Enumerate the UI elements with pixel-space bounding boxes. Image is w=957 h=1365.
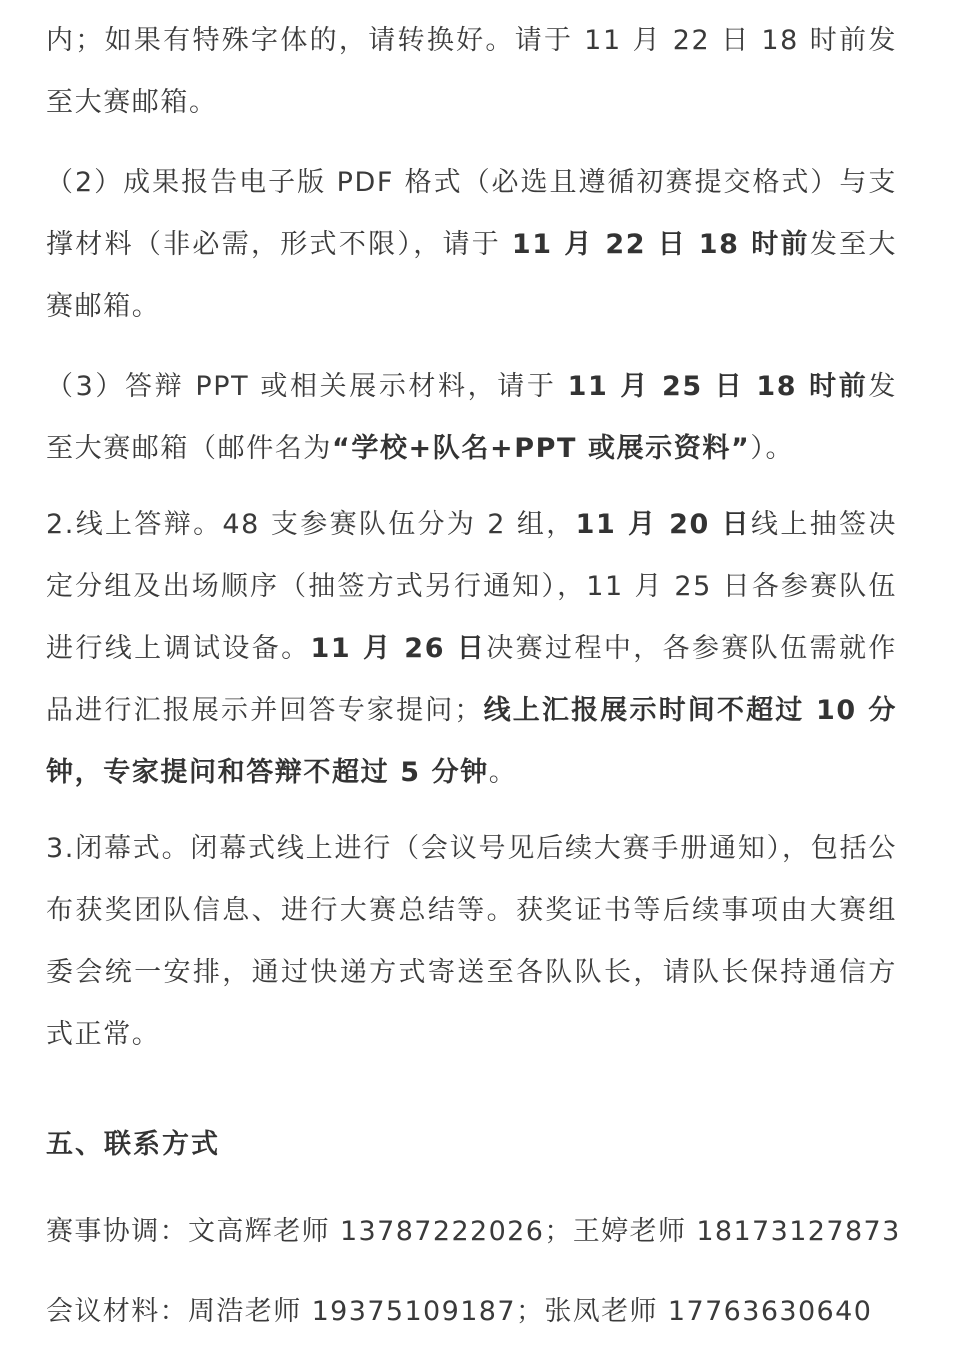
text-run: （2）成果报告电子版 PDF 格式（必选且遵循初赛提交格式）与支撑材料（非必需，形式不限），请于 — [46, 167, 897, 260]
paragraph-submission-note — [46, 10, 897, 134]
text-run: 线上抽签决定分组及出场顺序（抽签方式另行通知），11 月 25 日各参赛队伍进行线上调试设备。 — [46, 509, 897, 664]
paragraph-item-3 — [46, 356, 897, 480]
text-run: 决赛过程中，各参赛队伍需就作品进行汇报展示并回答专家提问； — [46, 633, 897, 726]
document-page — [0, 10, 957, 1365]
text-run: 发至大赛邮箱（邮件名为 — [46, 371, 897, 464]
bold-draw-date: 11 月 20 日 — [575, 509, 752, 540]
text-run: ）。 — [750, 433, 795, 464]
paragraph-item-2 — [46, 152, 897, 338]
bold-deadline: 11 月 25 日 18 时前 — [567, 371, 869, 402]
bold-email-name: “学校+队名+PPT 或展示资料” — [332, 433, 751, 464]
bold-deadline: 11 月 22 日 18 时前 — [511, 229, 810, 260]
text-run: 2.线上答辩。48 支参赛队伍分为 2 组， — [46, 509, 576, 540]
text-run: 内；如果有特殊字体的，请转换好。请于 11 月 22 日 18 时前发至大赛邮箱。 — [46, 25, 897, 118]
text-run: 发至大赛邮箱。 — [46, 229, 897, 322]
text-run: 。 — [488, 757, 518, 788]
paragraph-closing-ceremony — [46, 818, 897, 1066]
bold-time-limit: 线上汇报展示时间不超过 10 分钟，专家提问和答辩不超过 5 分钟 — [46, 695, 897, 788]
contact-materials: 会议材料：周浩老师 19375109187；张凤老师 17763630640 — [46, 1296, 873, 1327]
text-run: 3.闭幕式。闭幕式线上进行（会议号见后续大赛手册通知），包括公布获奖团队信息、进行大赛总结等。获奖证书等后续事项由大赛组委会统一安排，通过快递方式寄送至各队队长，请队长保持通信方式正常。 — [46, 833, 897, 1050]
section-heading-contact: 五、联系方式 — [46, 1129, 220, 1160]
bold-final-date: 11 月 26 日 — [310, 633, 487, 664]
contact-coordination: 赛事协调：文高辉老师 13787222026；王婷老师 18173127873 — [46, 1216, 901, 1247]
paragraph-online-defense — [46, 494, 897, 804]
text-run: （3）答辩 PPT 或相关展示材料，请于 — [46, 371, 568, 402]
